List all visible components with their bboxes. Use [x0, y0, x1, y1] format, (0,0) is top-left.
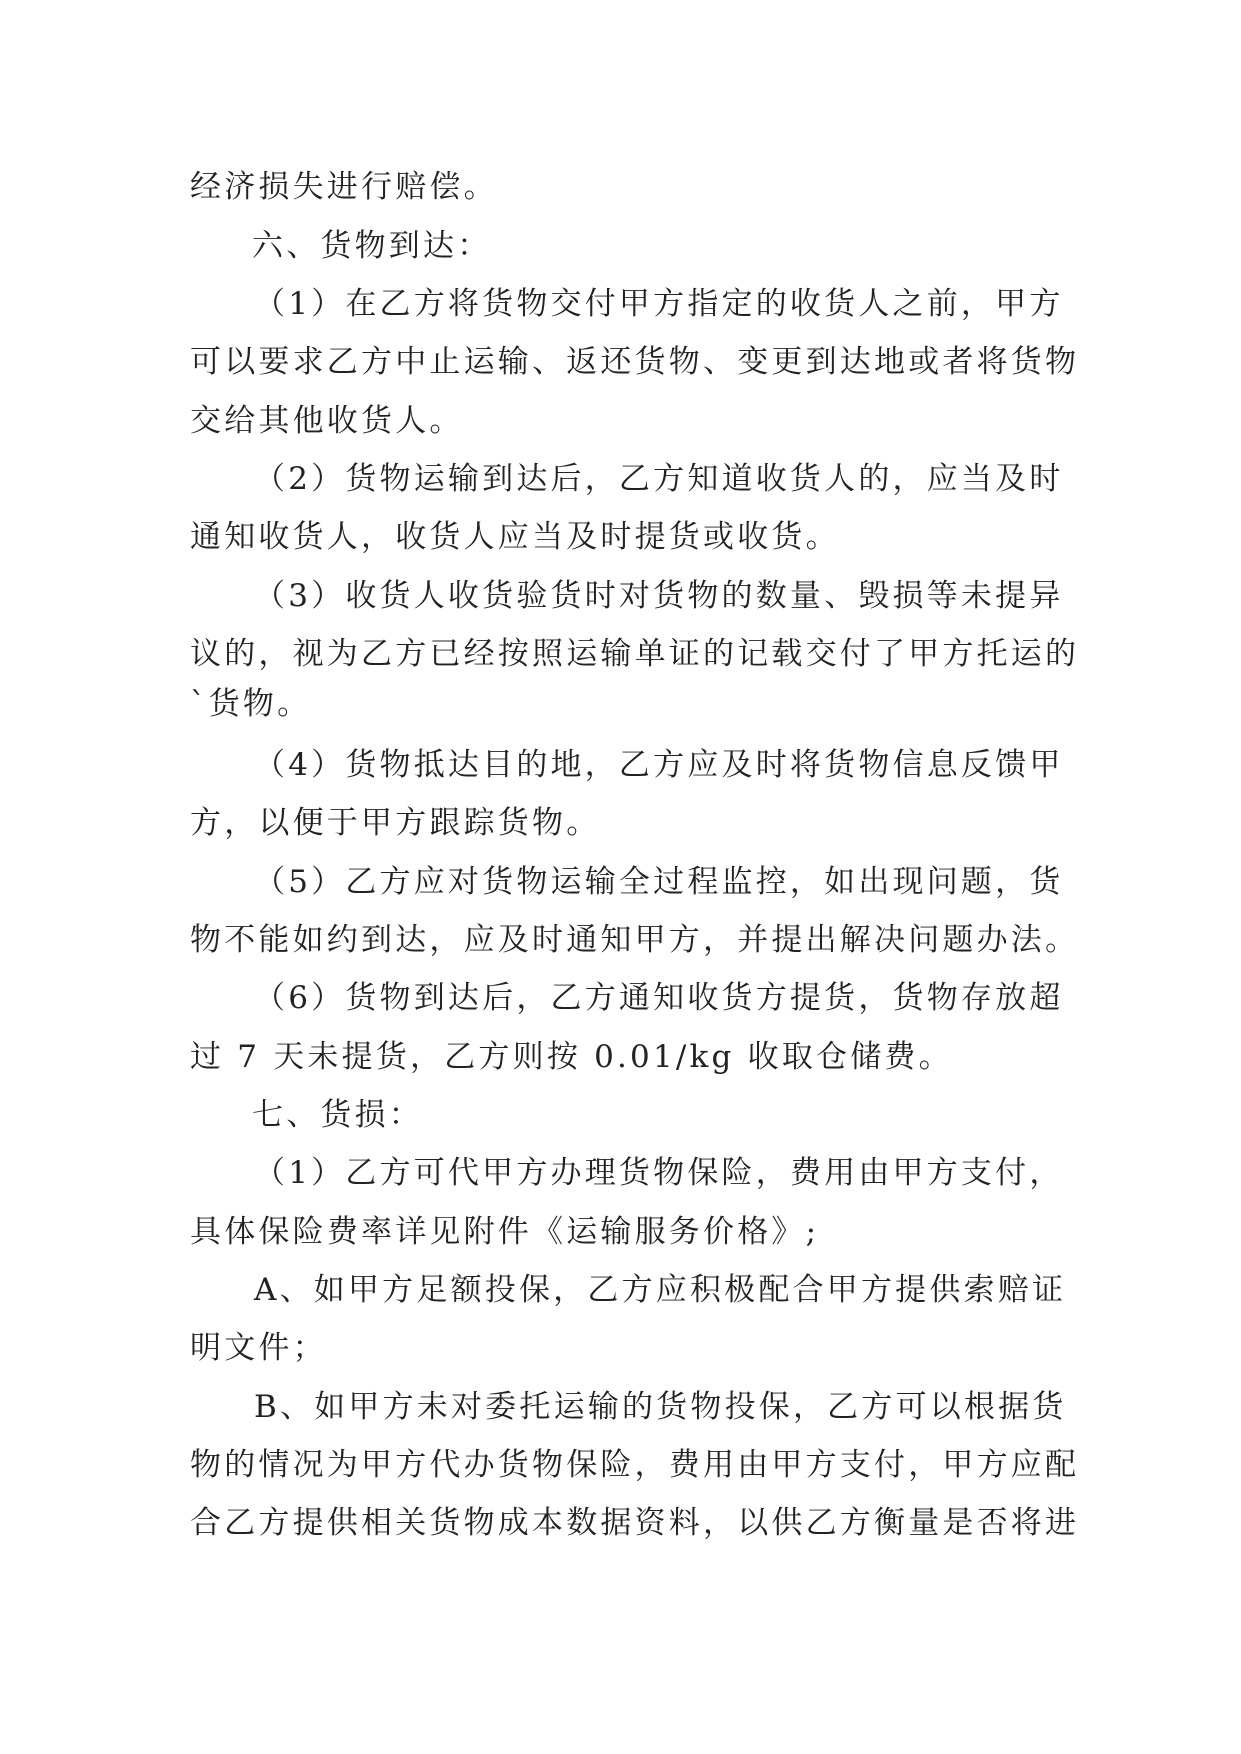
text-line: 议的，视为乙方已经按照运输单证的记载交付了甲方托运的 [190, 636, 1080, 672]
text-line: 经济损失进行赔偿。 [190, 169, 498, 205]
text-line: 合乙方提供相关货物成本数据资料，以供乙方衡量是否将进 [190, 1505, 1080, 1541]
text-line: （2）货物运输到达后，乙方知道收货人的，应当及时 [254, 461, 1064, 497]
text-line: （3）收货人收货验货时对货物的数量、毁损等未提异 [254, 578, 1064, 614]
text-line: （1）乙方可代甲方办理货物保险，费用由甲方支付， [254, 1155, 1064, 1191]
text-line: 物的情况为甲方代办货物保险，费用由甲方支付，甲方应配 [190, 1447, 1080, 1483]
text-line: 交给其他收货人。 [190, 403, 464, 439]
text-line: 物不能如约到达，应及时通知甲方，并提出解决问题办法。 [190, 922, 1080, 958]
text-line: B、如甲方未对委托运输的货物投保，乙方可以根据货 [254, 1389, 1067, 1425]
section-heading: 六、货物到达： [252, 228, 492, 264]
text-line: 过 7 天未提货，乙方则按 0.01/kg 收取仓储费。 [190, 1039, 953, 1075]
text-line: 具体保险费率详见附件《运输服务价格》; [190, 1214, 820, 1250]
section-heading: 七、货损： [252, 1097, 423, 1133]
text-line: `货物。 [190, 686, 312, 722]
text-line: 可以要求乙方中止运输、返还货物、变更到达地或者将货物 [190, 344, 1080, 380]
text-line: （4）货物抵达目的地，乙方应及时将货物信息反馈甲 [254, 747, 1064, 783]
text-line: 方，以便于甲方跟踪货物。 [190, 805, 601, 841]
text-line: （6）货物到达后，乙方通知收货方提货，货物存放超 [254, 980, 1064, 1016]
text-line: （1）在乙方将货物交付甲方指定的收货人之前，甲方 [254, 286, 1064, 322]
text-line: A、如甲方足额投保，乙方应积极配合甲方提供索赔证 [254, 1272, 1067, 1308]
text-line: （5）乙方应对货物运输全过程监控，如出现问题，货 [254, 864, 1064, 900]
text-line: 通知收货人，收货人应当及时提货或收货。 [190, 519, 840, 555]
text-line: 明文件； [190, 1330, 327, 1366]
